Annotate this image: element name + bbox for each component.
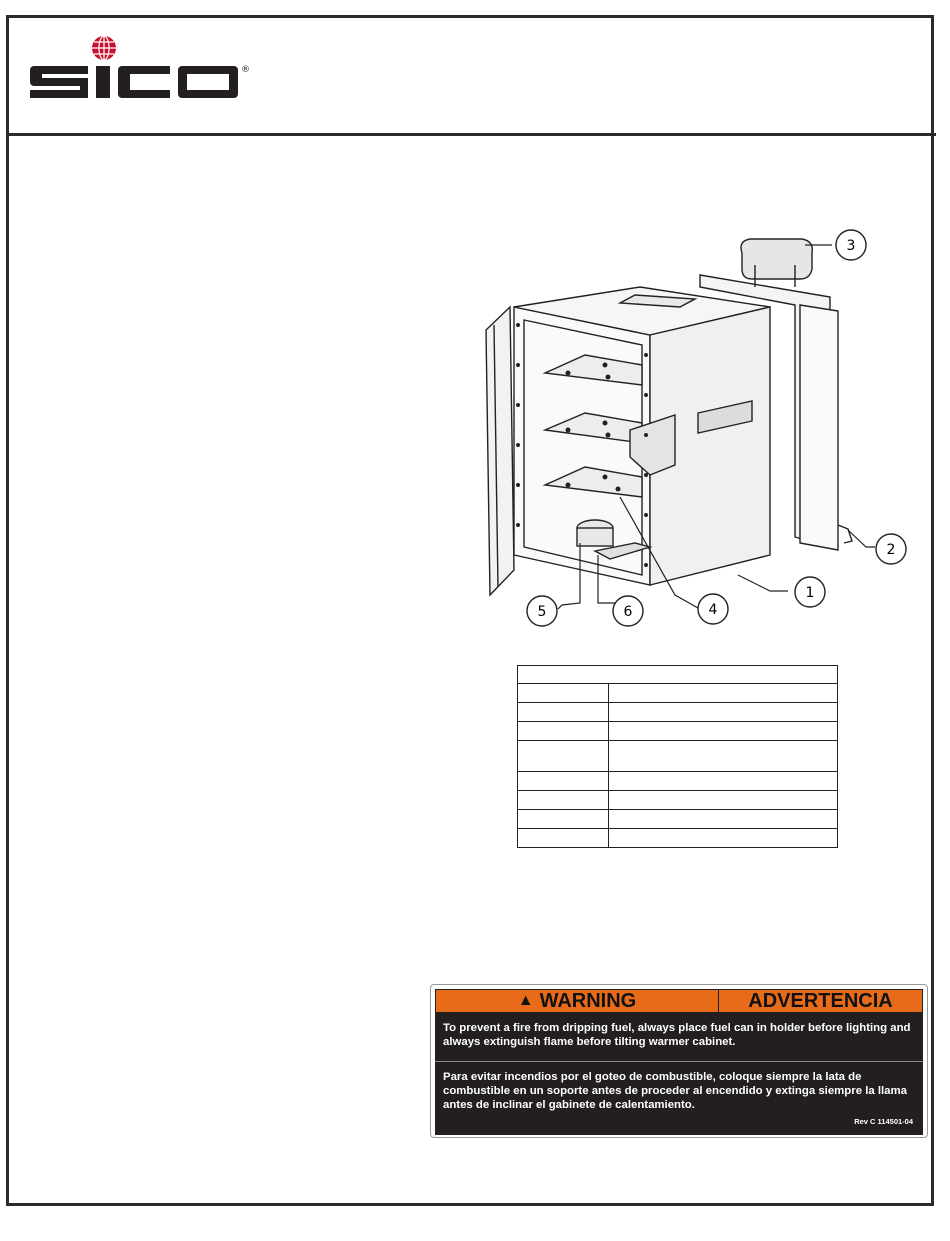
svg-text:1: 1 <box>805 585 815 601</box>
warning-title-text: WARNING <box>539 989 637 1012</box>
cabinet-body <box>486 239 852 595</box>
callout-4 <box>698 594 728 624</box>
globe-icon <box>92 36 116 60</box>
table-row <box>518 829 838 848</box>
callout-5 <box>527 596 557 626</box>
table-row <box>518 810 838 829</box>
sico-logo <box>30 32 260 102</box>
svg-text:2: 2 <box>886 542 896 558</box>
revision-code: Rev C 114501-04 <box>854 1117 913 1126</box>
table-row <box>518 741 838 772</box>
table-header-row <box>518 666 838 684</box>
warning-title-en <box>436 990 719 1012</box>
warning-text-es: Para evitar incendios por el goteo de combustible, coloque siempre la lata de combustible en un soporte antes de proceder al encendido y extinga siempre la llama antes de inclinar el gabinete de calentamiento. <box>443 1071 907 1111</box>
warning-title-es: ADVERTENCIA <box>748 989 893 1012</box>
warning-divider <box>435 1061 923 1062</box>
logo-wordmark <box>30 66 238 98</box>
callout-6 <box>613 596 643 626</box>
table-row <box>518 791 838 810</box>
parts-table <box>517 665 838 848</box>
warning-body <box>435 1013 923 1135</box>
svg-text:5: 5 <box>537 604 547 620</box>
svg-text:4: 4 <box>708 602 718 618</box>
svg-text:3: 3 <box>846 238 856 254</box>
table-row <box>518 703 838 722</box>
header-divider <box>6 133 936 136</box>
registered-mark: ® <box>241 65 250 75</box>
callout-2 <box>876 534 906 564</box>
table-row <box>518 684 838 703</box>
callout-3 <box>836 230 866 260</box>
warning-header <box>435 989 923 1013</box>
cabinet-diagram <box>470 225 920 635</box>
table-row <box>518 772 838 791</box>
warning-triangle-icon: ▲ <box>517 992 534 1009</box>
warning-label <box>430 984 928 1138</box>
svg-text:6: 6 <box>623 604 633 620</box>
warning-text-en: To prevent a fire from dripping fuel, always place fuel can in holder before lighting and always extinguish flame before tilting warmer cabinet. <box>443 1022 911 1048</box>
callout-1 <box>795 577 825 607</box>
table-row <box>518 722 838 741</box>
